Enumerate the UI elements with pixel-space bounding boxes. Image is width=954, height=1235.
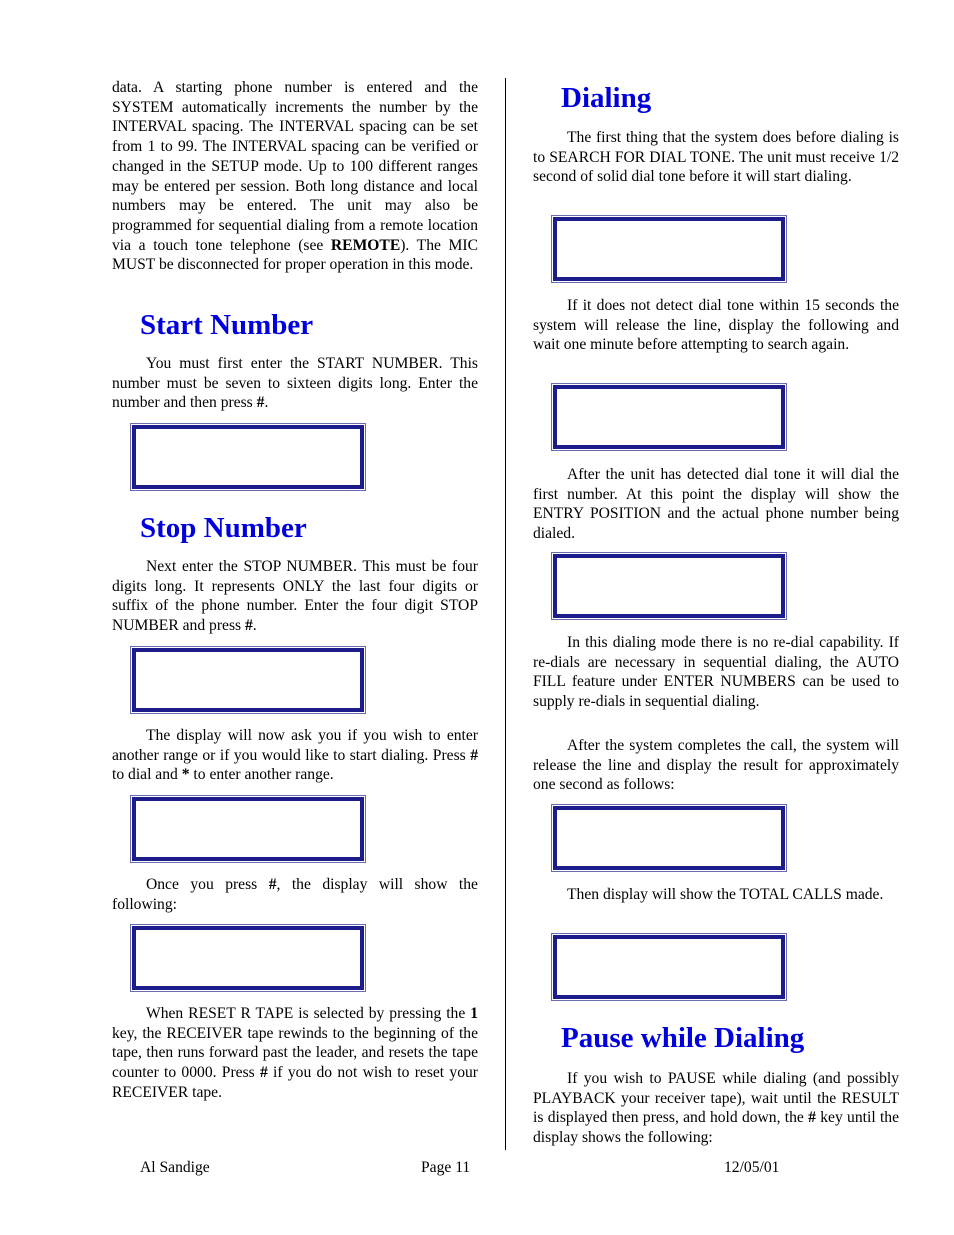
call-complete-paragraph: After the system completes the call, the system will release the line and display the result for approximately one second as follows: (533, 737, 899, 794)
lcd-display-stop (132, 648, 364, 712)
heading-stop-number: Stop Number (140, 512, 307, 544)
display-range-paragraph: The display will now ask you if you wish to enter another range or if you would like to start dialing. Press # to dial and * to enter another range. (112, 727, 478, 784)
total-calls-paragraph: Then display will show the TOTAL CALLS made. (567, 886, 884, 903)
once-press-paragraph: Once you press #, the display will show the following: (112, 876, 478, 913)
lcd-display-dialing (553, 554, 785, 618)
no-dial-tone-paragraph: If it does not detect dial tone within 15 seconds the system will release the line, display the following and wait one minute before attempting to search again. (533, 297, 899, 354)
reset-tape-paragraph: When RESET R TAPE is selected by pressing the 1 key, the RECEIVER tape rewinds to the beginning of the tape, then runs forward past the leader, and resets the tape counter to 0000. Press # if you do not wish to reset your RECEIVER tape. (112, 1005, 478, 1101)
heading-pause-while-dialing: Pause while Dialing (561, 1022, 805, 1054)
redial-paragraph: In this dialing mode there is no re-dial capability. If re-dials are necessary in sequential dialing, the AUTO FILL feature under ENTER NUMBERS can be used to supply re-dials in sequential dialing. (533, 634, 899, 711)
lcd-display-no-tone (553, 385, 785, 449)
stop-number-paragraph: Next enter the STOP NUMBER. This must be four digits long. It represents ONLY the last four digits or suffix of the phone number. Enter the four digit STOP NUMBER and press #. (112, 558, 478, 635)
footer-page-number: Page 11 (421, 1159, 471, 1176)
heading-dialing: Dialing (561, 82, 652, 114)
start-number-paragraph: You must first enter the START NUMBER. This number must be seven to sixteen digits long. Enter the number and then press #. (112, 355, 478, 412)
footer-date: 12/05/01 (724, 1159, 780, 1176)
column-divider (505, 78, 506, 1150)
lcd-display-total (553, 935, 785, 999)
lcd-display-start (132, 425, 364, 489)
pause-paragraph: If you wish to PAUSE while dialing (and possibly PLAYBACK your receiver tape), wait until the RESULT is displayed then press, and hold down, the # key until the display shows the following: (533, 1070, 899, 1147)
lcd-display-range (132, 797, 364, 861)
footer-author: Al Sandige (140, 1159, 210, 1176)
heading-start-number: Start Number (140, 309, 314, 341)
after-detect-paragraph: After the unit has detected dial tone it will dial the first number. At this point the display will show the ENTRY POSITION and the actual phone number being dialed. (533, 466, 899, 543)
lcd-display-result (553, 806, 785, 870)
dial-tone-paragraph: The first thing that the system does before dialing is to SEARCH FOR DIAL TONE. The unit must receive 1/2 second of solid dial tone before it will start dialing. (533, 129, 899, 186)
intro-paragraph: data. A starting phone number is entered and the SYSTEM automatically increments the number by the INTERVAL spacing. The INTERVAL spacing can be set from 1 to 99. The INTERVAL spacing can be verified or changed in the SETUP mode. Up to 100 different ranges may be entered per session. Both long distance and local numbers may be entered. The unit may also be programmed for sequential dialing from a remote location via a touch tone telephone (see REMOTE). The MIC MUST be disconnected for proper operation in this mode. (112, 79, 478, 274)
lcd-display-search (553, 217, 785, 281)
lcd-display-reset (132, 926, 364, 990)
